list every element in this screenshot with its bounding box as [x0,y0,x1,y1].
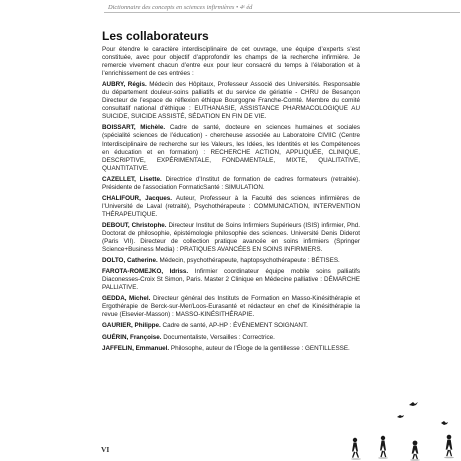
contributor-entry [102,322,360,330]
contributor-entry [102,257,360,265]
figure-head [381,436,385,440]
running-head: Dictionnaire des concepts en sciences infirmières • 4ᵉ éd [108,4,253,11]
contributor-name: FAROTA-ROMEJKO, Idriss. [102,268,189,276]
contributor-entry [102,222,360,254]
contributor-entry [102,345,360,353]
contributor-description: Directrice d’Institut de formation de cadres formateurs (retraitée). Présidente de l’association FormaticSanté : SIMULATION. [102,175,360,191]
figure-head [413,441,418,446]
contributor-description: Médecin des Hôpitaux, Professeur Associé des Universités. Responsable du département douleur-soins palliatifs et du service de gériatrie - CHRU de Besançon Directeur de l’espace de réflexion éthique Bourgogne Franche-Comté. Membre du comité consultatif national d’éthique : EUTHANASIE, ASSISTANCE PHARMACOLOGIQUE AU SUICIDE, SUICIDE ASSISTÉ, SÉDATION EN FIN DE VIE. [102,81,360,121]
contributor-name: CAZELLET, Lisette. [102,175,162,183]
contributor-name: DOLTO, Catherine. [102,257,158,265]
contributor-description: Auteur, Professeur à la Faculté des sciences infirmières de l’Université de Laval (retraité), Psychothérapeute : COMMUNICATION, INTERVENTION THÉRAPEUTIQUE. [102,194,360,218]
contributor-description: Philosophe, auteur de l’Éloge de la gentillesse : GENTILLESSE. [169,344,350,352]
contributor-description: Cadre de santé, AP-HP : ÉVÉNEMENT SOIGNANT. [160,322,308,330]
intro-paragraph: Pour étendre le caractère interdisciplinaire de cet ouvrage, une équipe d’experts s’est constituée, avec pour objectif d’approfondir les champs de la recherche infirmière. Je remercie vivement chacun d’entre eux pour leur consacré du temps à l’élaboration et à l’enrichissement de ces entrées : [102,46,360,78]
contributor-entry [102,295,360,319]
contributor-name: GAURIER, Philippe. [102,322,161,330]
contributor-name: AUBRY, Régis. [102,81,147,89]
contributor-name: DEBOUT, Christophe. [102,221,167,229]
page-number: VI [101,445,110,454]
figure-body [446,440,453,450]
contributor-description: Documentaliste, Versailles : Correctrice. [161,333,275,341]
contributor-name: GEDDA, Michel. [102,295,151,303]
contributor-entry [102,268,360,292]
page-title: Les collaborateurs [102,29,209,43]
contributor-entry [102,176,360,192]
bird-icon [409,402,418,406]
contributor-description: Cadre de santé, docteure en sciences humaines et sociales (spécialité sciences de l’éducation) - chercheuse associée au Laboratoire CIVIIC (Centre Interdisciplinaire de recherche sur les Valeurs, les Idées, les Identités et les Compétences en éducation et en formation) : RECHERCHE ACTION, APPLIQUÉE, CLINIQUE, DESCRIPTIVE, EXPÉRIMENTALE, FONDAMENTALE, MIXTE, QUALITATIVE, QUANTITATIVE. [102,124,360,172]
contributors-text [102,46,360,353]
contributor-description: Médecin, psychothérapeute, haptopsychothérapeute : BÉTISES. [157,257,340,265]
contributor-description: Directeur général des Instituts de Formation en Masso-Kinésithérapie et Ergothérapie de Berck-sur-Mer/Loos-Eurasanté et rédacteur en chef de Kinésithérapie la revue (Elsevier-Masson) : MASSO-KINÉSITHÉRAPIE. [102,295,360,319]
figure-head [353,438,357,442]
decorative-figures-illustration [345,393,461,461]
contributor-entry [102,195,360,219]
figure-head [447,435,452,440]
contributor-name: GUÉRIN, Françoise. [102,333,162,341]
contributor-name: BOISSART, Michèle. [102,124,166,132]
contributor-entry [102,334,360,342]
contributor-entry [102,81,360,121]
contributor-name: JAFFELIN, Emmanuel. [102,344,170,352]
bird-icon [441,421,448,425]
contributor-description: Directeur Institut de Soins Infirmiers Supérieurs (ISIS) infirmier, Phd. Doctorat de philosophie, épistémologie philosophie des sciences. Université Denis Diderot (Paris VII). Directeur de collection pratique avancée en soins infirmiers (Springer Science+Business Media) : PRATIQUES AVANCÉES EN SOINS INFIRMIERS. [102,221,360,254]
contributor-entry [102,124,360,172]
contributor-description: Infirmier coordinateur équipe mobile soins palliatifs Diaconesses-Croix St Simon, Paris. Master 2 Clinique en Médecine palliative : DÉMARCHE PALLIATIVE. [102,268,360,292]
figure-body [412,446,419,454]
figure-body [380,441,386,451]
header-rule [104,12,460,13]
bird-icon [397,415,404,418]
figure-body [352,443,358,452]
contributor-name: CHALIFOUR, Jacques. [102,194,173,202]
